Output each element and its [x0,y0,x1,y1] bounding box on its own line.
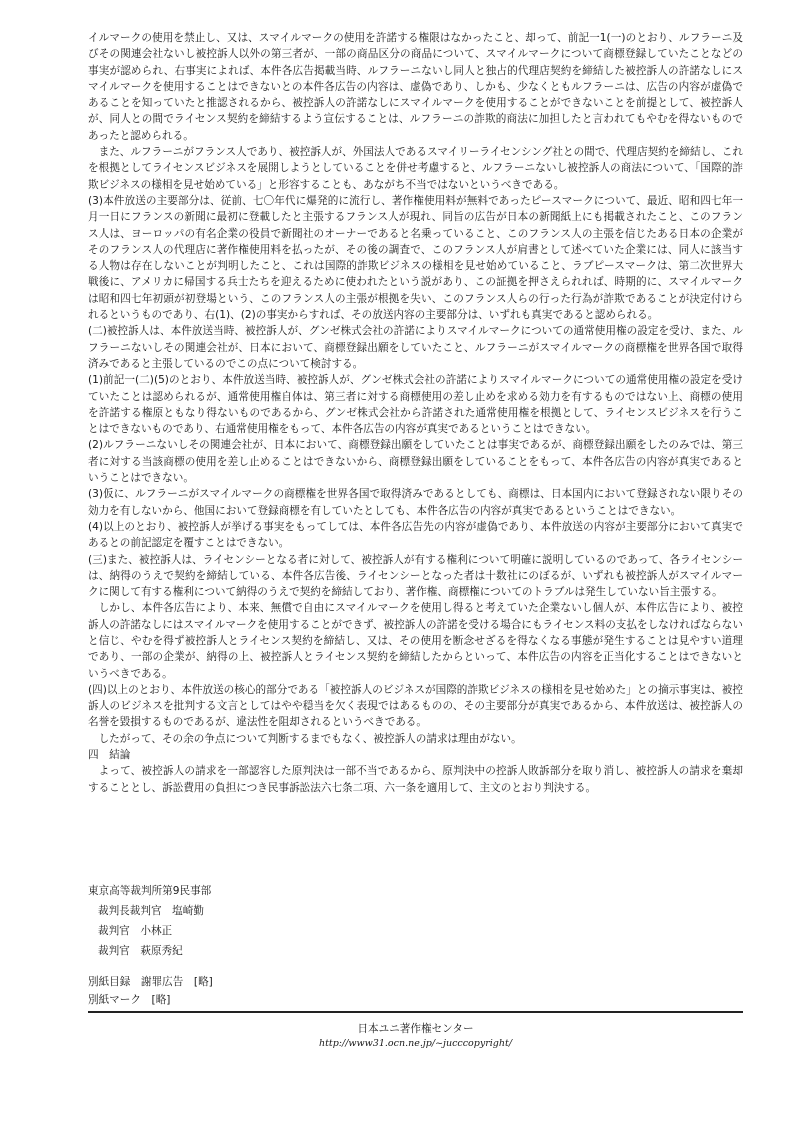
paragraph-item-3: (3)仮に、ルフラーニがスマイルマークの商標権を世界各国で取得済みであるとしても、商標は、日本国内において登録されない限りその効力を有しないから、他国において登録商標を有していたとしても、本件各広告の内容が真実であるということはできない。 [88,488,743,517]
paragraph-section-4: (四)以上のとおり、本件放送の核心的部分である「被控訴人のビジネスが国際的詐欺ビジネスの様相を見せ始めた」との摘示事実は、被控訴人のビジネスを批判する文言としてはやや穏当を欠く表現ではあるものの、その主要部分が真実であるから、本件放送は、被控訴人の名誉を毀損するものであるが、違法性を阻却されるというべきである。 [88,683,743,729]
footer-organization: 日本ユニ著作権センター [357,1023,474,1035]
paragraph-item-1: (1)前記一(二)(5)のとおり、本件放送当時、被控訴人が、グンゼ株式会社の許諾によりスマイルマークについての通常使用権の設定を受けていたことは認められるが、通常使用権自体は、第三者に対する商標使用の差し止めを求める効力を有するものではない上、商標の使用を許諾する権原ともなり得ないものであるから、グンゼ株式会社から許諾された通常使用権を根拠として、ライセンスビジネスを行うことはできないものであり、右通常使用権をもって、本件各広告の内容が真実であるということはできない。 [88,374,743,436]
court-division: 東京高等裁判所第9民事部 [88,885,212,897]
court-signature-block [88,881,211,961]
judgment-body [88,30,743,796]
paragraph-however: しかし、本件各広告により、本来、無償で自由にスマイルマークを使用し得ると考えていた企業ないし個人が、本件広告により、被控訴人の許諾なしにはスマイルマークを使用することができず、被控訴人の許諾を受ける場合にもライセンス料の支払をしなければならないと信じ、やむを得ず被控訴人とライセンス契約を締結し、又は、その使用を断念せざるを得なくなる事態が発生することは見やすい道理であり、一部の企業が、納得の上、被控訴人とライセンス契約を締結したからといって、本件広告の内容を正当化することはできないというべきである。 [88,602,743,680]
paragraph-section-2: (二)被控訴人は、本件放送当時、被控訴人が、グンゼ株式会社の許諾によりスマイルマークについての通常使用権の設定を受け、また、ルフラーニないしその関連会社が、日本において、商標登録出願をしていたこと、ルフラーニがスマイルマークの商標権を世界各国で取得済みであると主張しているのでこの点について検討する。 [88,325,743,370]
appendix-item: 別紙マーク [略] [88,994,171,1006]
paragraph-item-2: (2)ルフラーニないしその関連会社が、日本において、商標登録出願をしていたことは事実であるが、商標登録出願をしたのみでは、第三者に対する当該商標の使用を差し止めることはできないから、商標登録出願をしていることをもって、本件各広告の内容が真実であるということはできない。 [88,439,743,485]
footer-divider [88,1011,743,1013]
paragraph-moreover: また、ルフラーニがフランス人であり、被控訴人が、外国法人であるスマイリーライセンシング社との間で、代理店契約を締結し、これを根拠としてライセンスビジネスを展開しようとしていることを併せ考慮すると、ルフラーニないし被控訴人の商法について、「国際的詐欺ビジネスの様相を見せ始めている」と形容することも、あながち不当ではないというべきである。 [88,146,743,191]
paragraph-broadcast-main-part: (3)本件放送の主要部分は、従前、七〇年代に爆発的に流行し、著作権使用料が無料であったピースマークについて、最近、昭和四七年一月一日にフランスの新聞に最初に登載したと主張するフランス人が現れ、同旨の広告が日本の新聞紙上にも掲載されたこと、このフランス人は、ヨーロッパの有名企業の役員で新聞社のオーナーであると名乗っていること、このフランス人の主張を信じたある日本の企業がそのフランス人の代理店に著作権使用料を払ったが、その後の調査で、このフランス人が肩書として述べていた企業には、同人に該当する人物は存在しないことが判明したこと、これは国際的詐欺ビジネスの様相を見せ始めていること、ラブピースマークは、第二次世界大戦後に、アメリカに帰国する兵士たちを迎えるために使われたという説があり、この証拠を押さえられれば、時期的に、スマイルマークは昭和四七年初頭が初登場という、このフランス人の主張が根拠を失い、このフランス人らの行った行為が詐欺であることが決定付けられるというものであり、右(1)、(2)の事実からすれば、その放送内容の主要部分は、いずれも真実であると認められる。 [88,194,743,322]
paragraph-therefore: したがって、その余の争点について判断するまでもなく、被控訴人の請求は理由がない。 [98,732,522,745]
presiding-judge: 裁判長裁判官 塩崎勤 [98,905,204,917]
judge: 裁判官 小林正 [98,925,173,937]
paragraph-continuation: イルマークの使用を禁止し、又は、スマイルマークの使用を許諾する権限はなかったこと、却って、前記一1(一)のとおり、ルフラーニ及びその関連会社ないし被控訴人以外の第三者が、一部の商品区分の商品について、スマイルマークについて商標登録していたことなどの事実が認められ、右事実によれば、本件各広告掲載当時、ルフラーニないし同人と独占的代理店契約を締結した被控訴人の許諾なしにスマイルマークを使用することはできないとの本件各広告の内容は、虚偽であり、しかも、少なくともルフラーニは、広告の内容が虚偽であることを知っていたと推認されるから、被控訴人の許諾なしにスマイルマークを使用することができないことを前提として、被控訴人が、同人との間でライセンス契約を締結するよう宣伝することは、ルフラーニの詐欺的商法に加担したと言われてもやむを得ないものであったと認められる。 [88,32,743,142]
section-heading-conclusion: 四 結論 [88,749,131,762]
appendix-item: 別紙目録 謝罪広告 [略] [88,976,213,988]
footer [88,1021,743,1051]
footer-url-link[interactable]: http://www31.ocn.ne.jp/~jucccopyright/ [318,1038,513,1049]
paragraph-conclusion: よって、被控訴人の請求を一部認容した原判決は一部不当であるから、原判決中の控訴人敗訴部分を取り消し、被控訴人の請求を棄却することとし、訴訟費用の負担につき民事訴訟法六七条二項、六一条を適用して、主文のとおり判決する。 [88,765,743,794]
judge: 裁判官 萩原秀紀 [98,945,183,957]
paragraph-section-3: (三)また、被控訴人は、ライセンシーとなる者に対して、被控訴人が有する権利について明確に説明しているのであって、各ライセンシーは、納得のうえで契約を締結している、本件各広告後、ライセンシーとなった者は十数社にのぼるが、いずれも被控訴人がスマイルマークに関して有する権利について納得のうえで契約を締結しており、著作権、商標権についてのトラブルは発生していない旨主張する。 [88,553,743,599]
paragraph-item-4: (4)以上のとおり、被控訴人が挙げる事実をもってしては、本件各広告先の内容が虚偽であり、本件放送の内容が主要部分において真実であるとの前記認定を覆すことはできない。 [88,520,743,550]
appendix-list [88,973,213,1009]
